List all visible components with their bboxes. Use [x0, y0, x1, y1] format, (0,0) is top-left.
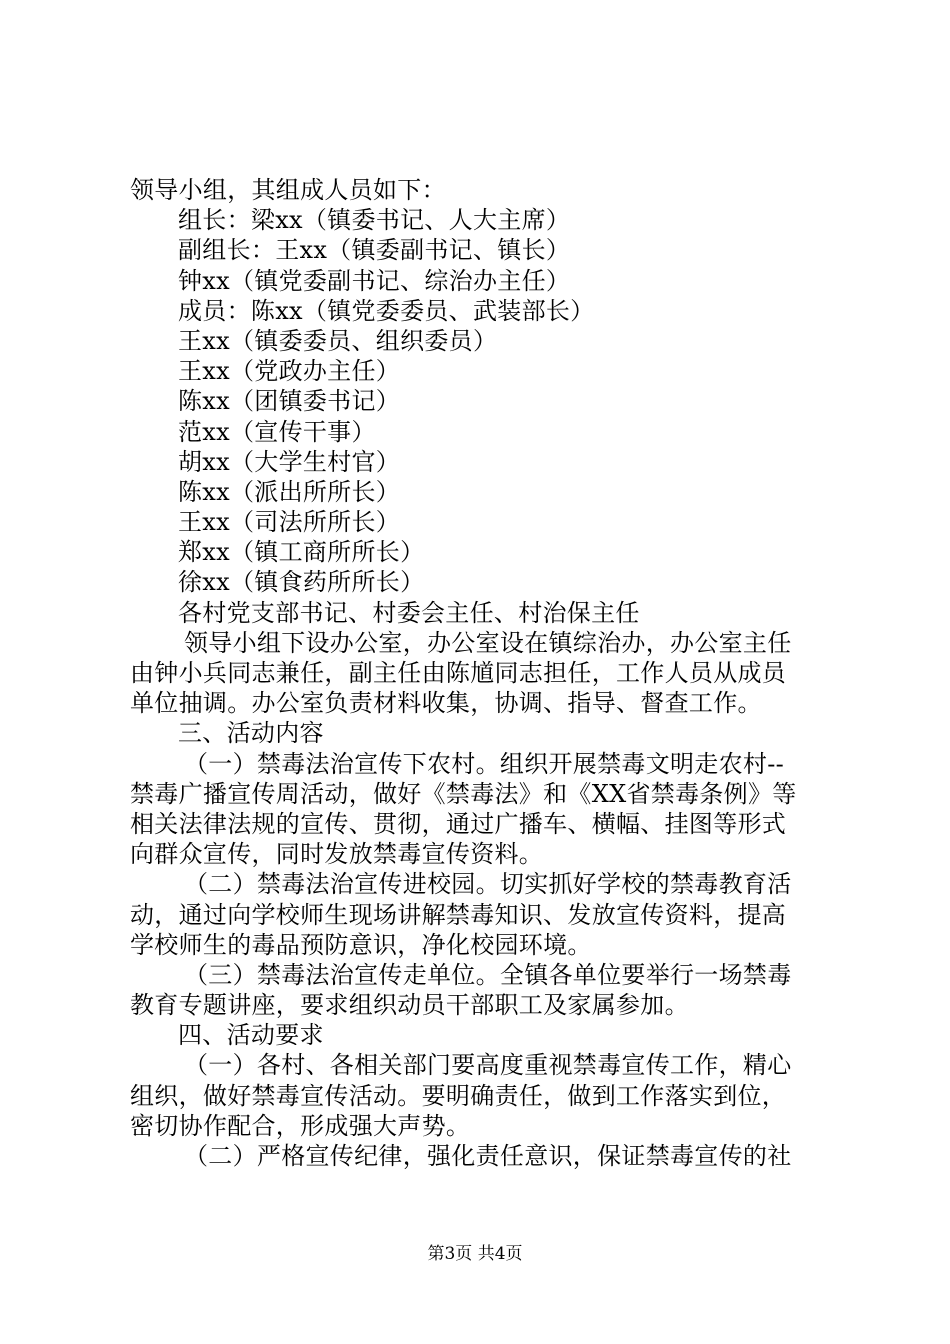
text-line: 由钟小兵同志兼任，副主任由陈馗同志担任，工作人员从成员 [130, 659, 787, 687]
text-line: 胡xx（大学生村官） [178, 447, 401, 476]
text-line: 动，通过向学校师生现场讲解禁毒知识、发放宣传资料，提高 [130, 900, 787, 929]
text-line: 各村党支部书记、村委会主任、村治保主任 [178, 598, 640, 627]
text-line: 领导小组，其组成人员如下： [130, 176, 446, 204]
text-line: 密切协作配合，形成强大声势。 [130, 1111, 471, 1140]
text-line: 领导小组下设办公室，办公室设在镇综治办，办公室主任 [184, 628, 792, 657]
text-line: 陈xx（派出所所长） [178, 477, 401, 506]
text-line: 组长：梁xx（镇委书记、人大主席） [178, 206, 571, 235]
text-line: 王xx（党政办主任） [178, 357, 401, 386]
text-line: 成员：陈xx（镇党委委员、武装部长） [178, 296, 595, 325]
text-line: 学校师生的毒品预防意识，净化校园环境。 [130, 930, 592, 959]
text-line: 教育专题讲座，要求组织动员干部职工及家属参加。 [130, 991, 689, 1020]
document-body [130, 175, 830, 1171]
text-line: 相关法律法规的宣传、贯彻，通过广播车、横幅、挂图等形式 [130, 809, 787, 838]
text-line: 副组长：王xx（镇委副书记、镇长） [178, 236, 571, 265]
text-line: （一）禁毒法治宣传下农村。组织开展禁毒文明走农村-- [184, 749, 785, 778]
text-line: 王xx（镇委委员、组织委员） [178, 326, 498, 355]
text-line: （一）各村、各相关部门要高度重视禁毒宣传工作，精心 [184, 1051, 792, 1080]
text-line: 组织，做好禁毒宣传活动。要明确责任，做到工作落实到位， [130, 1081, 787, 1110]
text-line: 陈xx（团镇委书记） [178, 387, 401, 416]
text-line: （二）禁毒法治宣传进校园。切实抓好学校的禁毒教育活 [184, 870, 792, 899]
text-line: 徐xx（镇食药所所长） [178, 568, 425, 597]
section-heading: 四、活动要求 [178, 1021, 324, 1050]
text-line: （三）禁毒法治宣传走单位。全镇各单位要举行一场禁毒 [184, 960, 792, 989]
text-line: 向群众宣传，同时发放禁毒宣传资料。 [130, 840, 544, 869]
text-line: 禁毒广播宣传周活动，做好《禁毒法》和《XX省禁毒条例》等 [130, 779, 797, 808]
text-line: 郑xx（镇工商所所长） [178, 538, 425, 567]
text-line: 范xx（宣传干事） [178, 417, 376, 446]
text-line: 单位抽调。办公室负责材料收集，协调、指导、督查工作。 [130, 689, 762, 718]
page-number-footer: 第3页 共4页 [427, 1244, 523, 1264]
section-heading: 三、活动内容 [178, 719, 324, 748]
text-line: 王xx（司法所所长） [178, 508, 401, 537]
text-line: 钟xx（镇党委副书记、综治办主任） [178, 266, 571, 295]
text-line: （二）严格宣传纪律，强化责任意识，保证禁毒宣传的社 [184, 1142, 792, 1170]
